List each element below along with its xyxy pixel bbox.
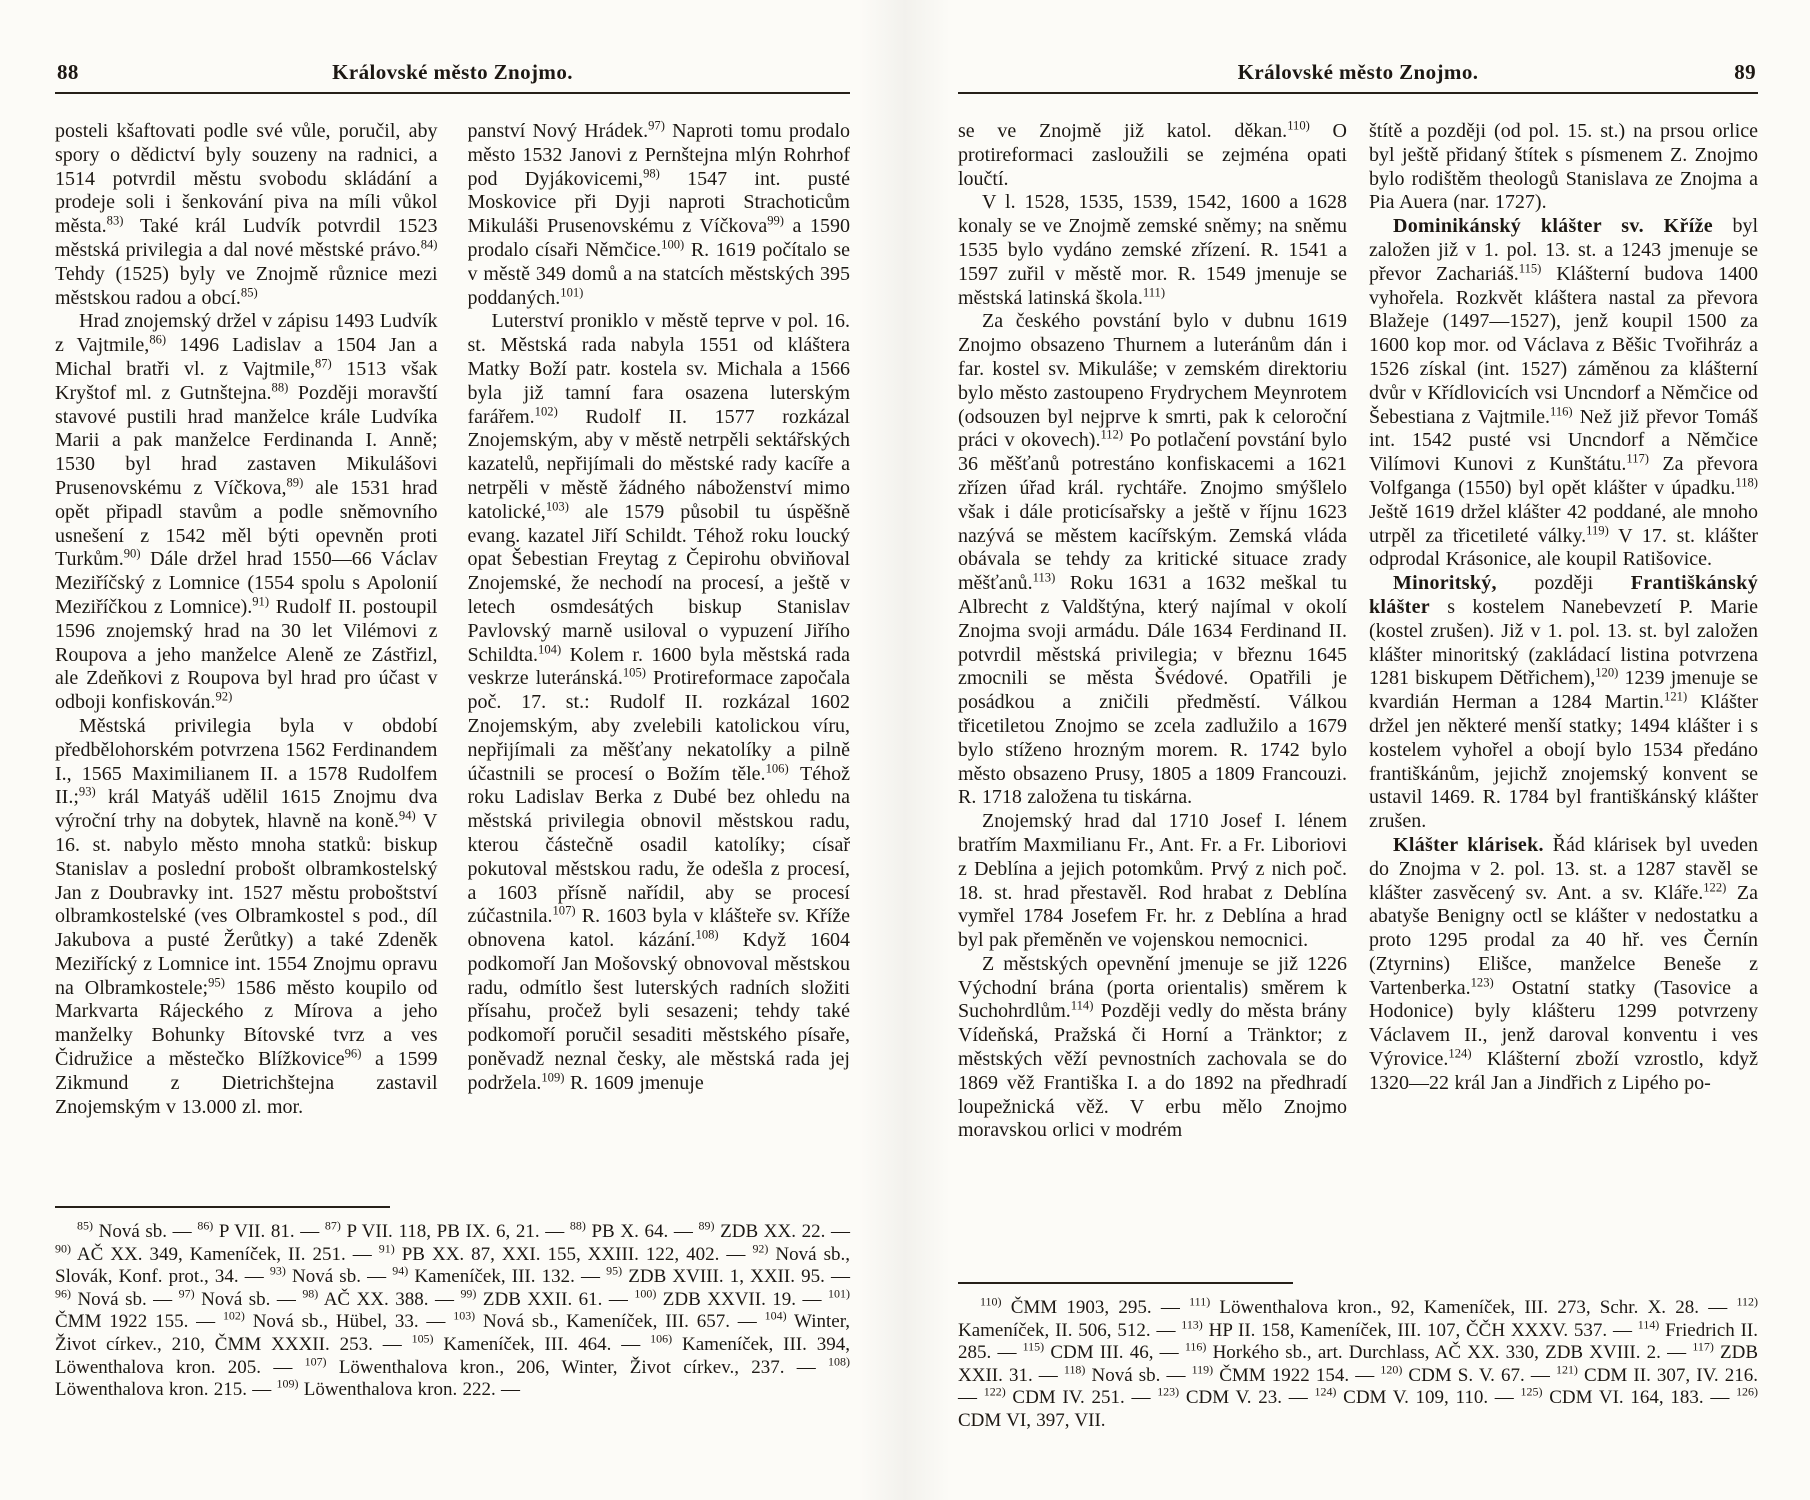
- text-run: s kostelem Nanebevzetí P. Marie (kostel zrušen). Již v 1. pol. 13. st. byl založen klášter minoritský (zakládací listina potvrzena 1281 biskupem Dětřichem),: [1369, 595, 1758, 690]
- text-run: Löwenthalova kron., 92, Kameníček, III. 273, Schr. X. 28. —: [1210, 1297, 1737, 1318]
- footnote-ref: 99): [767, 213, 784, 228]
- text-run: Kameníček, III. 464. —: [433, 1333, 651, 1355]
- footnote-ref: 112): [1100, 427, 1124, 442]
- footnote-ref: 94): [392, 1263, 409, 1278]
- footnote-ref: 97): [648, 120, 665, 133]
- footnote-ref: 94): [398, 808, 416, 823]
- text-run: CDM V. 23. —: [1179, 1387, 1315, 1409]
- text-run: Kolem r. 1600 byla městská rada veskrze luteránská.: [467, 643, 850, 690]
- footnote-ref: 126): [1736, 1385, 1759, 1400]
- footnote-ref: 93): [269, 1263, 286, 1278]
- text-run: Později vedly do města brány Vídeňská, Pražská či Horní a Tränktor; z městských věží pevnostních zachovala se do 1869 věž Františka I. a do 1892 na předhradí loupežnická věž. V erbu mělo Znojmo moravskou orlici v modrém: [958, 1000, 1347, 1142]
- text-run: R. 1609 jmenuje: [564, 1071, 704, 1094]
- text-run: Nová sb. —: [92, 1221, 198, 1242]
- text-run: se ve Znojmě již katol. děkan.: [958, 120, 1288, 142]
- text-run: V 16. st. nabylo město mnoha statků: biskup Stanislav a poslední probošt olbramkostelský Jan z Doubravky int. 1527 městu proboštství olbramkostelské (ves Olbramkostel s pod., díl Jakubova a pusté Žerůtky) a také Zdeněk Meziřícký z Lomnice int. 1554 Znojmu opravu na Olbramkostele;: [55, 810, 438, 999]
- footnote-ref: 95): [208, 975, 225, 990]
- text-run: ale 1579 působil tu úspěšně evang. kazatel Jiří Schildt. Téhož roku loucký opat Šebestian Freytag z Čepirohu obviňoval Znojemské, že nechodí na procesí, a ještě v letech osmdesátých biskup Stanislav Pavlovský marně usiloval o vypuzení Jiřího Schildta.: [467, 500, 850, 666]
- text-run: král Matyáš udělil 1615 Znojmu dva výroční trhy na dobytek, hlavně na koně.: [55, 786, 438, 833]
- text-run: PB X. 64. —: [585, 1221, 699, 1242]
- text-column-4: [1369, 120, 1758, 1262]
- footnote-ref: 124): [1448, 1046, 1472, 1061]
- footnote-ref: 114): [1070, 998, 1094, 1013]
- footnote-ref: 116): [1184, 1339, 1207, 1354]
- text-run: Ještě 1619 držel klášter 42 poddané, ale mnoho utrpěl za třicetileté války.: [1369, 500, 1758, 547]
- footnote-ref: 121): [1664, 689, 1688, 704]
- text-run: Winter, Život církev., 210, ČMM XXXII. 253. —: [55, 1311, 851, 1355]
- footnote-ref: 115): [1518, 261, 1542, 276]
- text-run: V 17. st. klášter odprodal Krásonice, ale koupil Ratišovice.: [1369, 524, 1758, 571]
- footnote-ref: 97): [178, 1286, 195, 1301]
- footnote-ref: 119): [1191, 1362, 1214, 1377]
- footnote-ref: 124): [1314, 1385, 1337, 1400]
- paragraph: [55, 310, 438, 715]
- text-run: Luterství proniklo v městě teprve v pol. 16. st. Městská rada nabyla 1551 od kláštera Matky Boží patr. kostela sv. Michala a 1566 byla již tamní fara osazena luterským farářem.: [467, 310, 850, 428]
- page-header-right: [958, 60, 1758, 94]
- footnote-ref: 114): [1637, 1317, 1660, 1332]
- text-run: CDM III. 46, —: [1044, 1342, 1185, 1364]
- text-run: Hrad znojemský držel v zápisu 1493 Ludvík z Vajtmile,: [55, 310, 438, 357]
- text-run: Za abatyše Benigny octl se klášter v nedostatku a proto 1295 prodal za 40 hř. ves Černín (Ztyrnins) Elišce, manželce Beneše z Vartenberka.: [1369, 881, 1758, 999]
- footnote-ref: 118): [1735, 475, 1758, 490]
- footnote-ref: 90): [123, 546, 141, 561]
- text-run: Městská privilegia byla v období předbělohorském potvrzena 1562 Ferdinandem I., 1565 Maximilianem II. a 1578 Rudolfem II.;: [55, 714, 438, 809]
- footnote-ref: 102): [534, 403, 558, 418]
- footnote-ref: 92): [752, 1241, 769, 1256]
- text-run: 1496 Ladislav a 1504 Jan a Michal bratři vl. z Vajtmile,: [55, 334, 438, 380]
- paragraph: [958, 120, 1347, 191]
- text-run: Dále držel hrad 1550—66 Václav Meziříčský z Lomnice (1554 spolu s Apolonií Meziříčkou z Lomnice).: [55, 548, 438, 618]
- footnote-ref: 91): [378, 1241, 395, 1256]
- page-left: [55, 60, 851, 1401]
- footnote-ref: 117): [1692, 1339, 1714, 1354]
- footnote-ref: 109): [276, 1376, 299, 1391]
- footnote-ref: 109): [541, 1070, 565, 1085]
- text-run: CDM V. 109, 110. —: [1336, 1387, 1521, 1409]
- footnote-ref: 101): [560, 284, 584, 299]
- bold-lead: Klášter klárisek.: [1393, 833, 1544, 856]
- page-right: [958, 60, 1759, 1431]
- footnote-ref: 115): [1022, 1339, 1045, 1354]
- text-run: později: [1496, 572, 1631, 595]
- footnote-ref: 106): [650, 1331, 673, 1346]
- text-run: Löwenthalova kron. 222. —: [298, 1379, 520, 1401]
- footnote-ref: 110): [1287, 120, 1310, 133]
- page-gutter: [860, 0, 950, 1500]
- footnote-ref: 100): [661, 237, 685, 252]
- text-run: Po potlačení povstání bylo 36 měšťanů potrestáno konfiskacemi a 1621 zřízen úřad král. rychtáře. Znojmo smýšlelo však i dále proticísařsky a ještě v říjnu 1623 nazývá se městem kacířským. Zemská vláda obávala se tehdy za kritické situace zrady měšťanů.: [958, 429, 1347, 595]
- paragraph: [468, 310, 851, 1095]
- text-run: Nová sb., Slovák, Konf. prot., 34. —: [55, 1243, 850, 1288]
- text-run: Později moravští stavové pustili hrad manželce krále Ludvíka Marii a pak manželce Ferdinanda I. Anně; 1530 byl hrad zastaven Mikulášovi Prusenovskému z Víčkova,: [55, 381, 438, 499]
- footnote-ref: 106): [765, 760, 789, 775]
- text-run: Z městských opevnění jmenuje se již 1226 Východní brána (porta orientalis) směrem k Suchohrdlům.: [958, 952, 1347, 1023]
- footnote-ref: 107): [552, 903, 576, 918]
- footnotes-right: [958, 1282, 1758, 1433]
- text-run: Když 1604 podkomoří Jan Mošovský obnovoval městskou radu, odmítlo šest luterských radních složiti přísahu, pročež byli sesazeni; tehdy také podkomoří poručil sesaditi městského písaře, poněvadž neznal česky, ale městská rada jej podržela.: [467, 929, 850, 1094]
- footnotes-left: [55, 1206, 850, 1402]
- text-run: ČMM 1922 154. —: [1213, 1364, 1381, 1386]
- text-column-1: [55, 120, 438, 1182]
- running-title-right: Královské město Znojmo.: [1237, 60, 1479, 84]
- text-run: R. 1603 byla v klášteře sv. Kříže obnovena katol. kázání.: [467, 905, 850, 952]
- footnote-ref: 125): [1520, 1385, 1543, 1400]
- paragraph: [468, 120, 851, 310]
- text-run: P VII. 81. —: [213, 1221, 325, 1242]
- text-run: PB XX. 87, XXI. 155, XXIII. 122, 402. —: [394, 1243, 753, 1265]
- footnote-ref: 113): [1032, 570, 1056, 585]
- text-run: CDM VI, 397, VII.: [958, 1409, 1106, 1431]
- footnote-ref: 96): [344, 1046, 362, 1061]
- text-run: Löwenthalova kron., 206, Winter, Život církev., 237. —: [326, 1356, 829, 1378]
- footnote-ref: 90): [55, 1241, 71, 1256]
- text-run: Horkého sb., art. Durchlass, AČ XX. 330, ZDB XVIII. 2. —: [1206, 1342, 1693, 1364]
- footnote-separator-left: [55, 1206, 390, 1208]
- text-run: panství Nový Hrádek.: [467, 120, 649, 142]
- footnote-ref: 85): [77, 1218, 93, 1233]
- footnote-ref: 107): [304, 1354, 327, 1369]
- footnote-ref: 100): [634, 1286, 657, 1301]
- paragraph: [958, 953, 1347, 1143]
- footnote-ref: 119): [1586, 522, 1609, 537]
- text-run: a 1590 prodalo císaři Němčice.: [467, 215, 850, 261]
- footnote-ref: 101): [828, 1286, 850, 1301]
- text-run: AČ XX. 388. —: [318, 1288, 461, 1310]
- text-run: Nová sb. —: [194, 1288, 303, 1310]
- footnote-ref: 103): [545, 499, 569, 514]
- text-run: R. 1619 počítalo se v městě 349 domů a na statcích městských 395 poddaných.: [467, 238, 850, 309]
- text-run: Nová sb., Hübel, 33. —: [244, 1311, 454, 1333]
- text-run: ZDB XXII. 31. —: [958, 1342, 1759, 1386]
- text-run: P VII. 118, PB IX. 6, 21. —: [340, 1221, 570, 1242]
- footnote-ref: 88): [569, 1218, 586, 1233]
- paragraph: [958, 191, 1347, 310]
- paragraph: [1369, 120, 1758, 215]
- footnote-ref: 85): [240, 284, 258, 299]
- paragraph: [958, 810, 1347, 953]
- footnote-ref: 86): [197, 1218, 214, 1233]
- text-run: Nová sb., Kameníček, III. 657. —: [475, 1311, 765, 1333]
- paragraph: [1369, 572, 1758, 834]
- text-run: HP II. 158, Kameníček, III. 107, ČČH XXXV. 537. —: [1202, 1319, 1638, 1341]
- footnote-ref: 104): [538, 641, 562, 656]
- paragraph: [55, 715, 438, 1120]
- text-run: Rudolf II. postoupil 1596 znojemský hrad na 30 let Vilémovi z Roupova a jeho manželce Aleně ze Zástřizl, ale Zdeňkovi z Roupova byl hrad pro účast v odboji konfiskován.: [55, 595, 438, 714]
- footnote-ref: 87): [324, 1218, 341, 1233]
- footnote-ref: 93): [78, 784, 96, 799]
- text-run: štítě a později (od pol. 15. st.) na prsou orlice byl ještě přidaný štítek s písmenem Z. Znojmo bylo rodištěm theologů Stanislava ze Znojma a Pia Auera (nar. 1727).: [1369, 120, 1758, 214]
- footnote-ref: 108): [695, 927, 719, 942]
- footnote-ref: 102): [222, 1309, 245, 1324]
- text-run: Za převora Volfganga (1550) byl opět klášter v úpadku.: [1369, 453, 1758, 499]
- text-run: Klášterní budova 1400 vyhořela. Rozkvět kláštera nastal za převora Blažeje (1497—1527), jenž koupil 1500 za 1600 kop mor. od Václava z Běšic Tvořihráz a 1526 získal (int. 1527) záměnou za klášterní dvůr v Křídlovicích vsi Uncndorf a Němčice od Šebestiana z Vajtmile.: [1369, 262, 1758, 428]
- paragraph: [1369, 215, 1758, 572]
- page-number-right: 89: [1734, 60, 1756, 84]
- footnote-ref: 95): [606, 1263, 623, 1278]
- footnote-ref: 110): [980, 1294, 1002, 1309]
- bold-lead: Františkánský klášter: [1369, 572, 1758, 618]
- text-columns-right: [958, 120, 1758, 1262]
- footnote-ref: 104): [764, 1309, 787, 1324]
- footnote-ref: 108): [828, 1354, 850, 1369]
- footnote-ref: 84): [420, 237, 438, 252]
- footnote-ref: 120): [1595, 665, 1619, 680]
- footnote-text-right: [958, 1294, 1759, 1433]
- footnote-text-left: [55, 1218, 851, 1402]
- text-run: 1239 jmenuje se kvardián Herman a 1284 Martin.: [1369, 667, 1758, 714]
- text-column-3: [958, 120, 1347, 1262]
- footnote-ref: 105): [622, 665, 646, 680]
- text-run: Roku 1631 a 1632 meškal tu Albrecht z Valdštýna, který najímal v okolí Znojma svoji armádu. Dále 1634 Ferdinand II. potvrdil městská privilegia; v březnu 1645 zmocnili se města Švédové. Opatřili je posádkou a zničili předměstí. Válkou třicetiletou Znojmo se zcela zadlužilo a 1679 bylo stíženo hrozným morem. R. 1742 bylo město obsazeno Prusy, 1805 a 1809 Francouzi. R. 1718 založena tu tiskárna.: [958, 572, 1347, 809]
- text-run: Klášter držel jen některé menší statky; 1494 klášter i s kostelem vyhořel a obojí bylo 1534 předáno františkánům, jejichž znojemský konvent se ustavil 1469. R. 1784 byl františkánský klášter zrušen.: [1369, 691, 1758, 833]
- text-run: Nová sb. —: [70, 1288, 179, 1310]
- footnote-ref: 122): [1703, 879, 1727, 894]
- footnote-ref: 123): [1470, 975, 1494, 990]
- text-run: Také král Ludvík potvrdil 1523 městská privilegia a dal nové městské právo.: [55, 215, 438, 261]
- text-run: ZDB XXVII. 19. —: [656, 1288, 829, 1310]
- text-run: 1547 int. pusté Moskovice při Dyji naproti Strachoticům Mikuláši Prusenovskému z Víčkova: [467, 167, 850, 238]
- footnote-ref: 121): [1555, 1362, 1578, 1377]
- text-run: Téhož roku Ladislav Berka z Dubé bez ohledu na městská privilegia obnovil městskou radu, kterou částečně osadil katolíky; císař pokutoval městskou radu, že odešla z procesí, a 1603 přísně nařídil, aby se procesí zúčastnila.: [467, 762, 850, 928]
- bold-lead: Minoritský,: [1393, 572, 1497, 595]
- page-number-left: 88: [57, 60, 79, 84]
- text-run: ZDB XX. 22. —: [714, 1221, 850, 1242]
- text-run: Nová sb. —: [1085, 1364, 1192, 1386]
- footnote-ref: 92): [215, 689, 233, 704]
- text-run: 1513 však Kryštof ml. z Gutnštejna.: [55, 357, 438, 404]
- text-run: ČMM 1922 155. —: [55, 1311, 223, 1333]
- text-run: 1586 město koupilo od Markvarta Rájeckého z Mírova a jeho manželky Bohunky Bítovské tvrz a ves Čidružice a městečko Blížkovice: [55, 976, 438, 1071]
- footnote-ref: 113): [1181, 1317, 1203, 1332]
- footnote-ref: 96): [55, 1286, 71, 1301]
- text-run: Ostatní statky (Tasovice a Hodonice) byly klášteru 1299 potvrzeny Václavem II., jenž daroval konventu i ves Výrovice.: [1369, 976, 1758, 1071]
- text-run: ČMM 1903, 295. —: [1001, 1297, 1190, 1318]
- text-run: a 1599 Zikmund z Dietrichštejna zastavil Znojemským v 13.000 zl. mor.: [55, 1048, 438, 1118]
- paragraph: [1369, 834, 1758, 1096]
- bold-lead: Dominikánský klášter sv. Kříže: [1393, 215, 1713, 238]
- footnote-ref: 88): [271, 380, 289, 395]
- footnote-ref: 123): [1157, 1385, 1180, 1400]
- footnote-ref: 112): [1736, 1294, 1758, 1309]
- footnote-ref: 118): [1063, 1362, 1086, 1377]
- text-run: V l. 1528, 1535, 1539, 1542, 1600 a 1628 konaly se ve Znojmě zemské sněmy; na sněmu 1535 bylo vydáno zemské zřízení. R. 1541 a 1597 zuřil v městě mor. R. 1549 jmenuje se městská latinská škola.: [958, 191, 1347, 309]
- text-columns-left: [55, 120, 850, 1182]
- text-run: CDM S. V. 67. —: [1402, 1364, 1556, 1386]
- footnote-ref: 111): [1142, 284, 1166, 299]
- footnote-ref: 89): [286, 475, 304, 490]
- footnote-ref: 111): [1189, 1294, 1211, 1309]
- text-run: Friedrich II. 285. —: [958, 1319, 1758, 1364]
- footnote-ref: 98): [643, 165, 660, 180]
- text-run: Naproti tomu prodalo město 1532 Janovi z Pernštejna mlýn Rohrhof pod Dyjákovicemi,: [467, 120, 850, 190]
- text-run: Kameníček, III. 394, Löwenthalova kron. 205. —: [55, 1333, 850, 1378]
- text-run: O protireformaci zasloužili se zejména opati loučtí.: [958, 120, 1347, 190]
- text-run: ZDB XVIII. 1, XXII. 95. —: [622, 1266, 850, 1288]
- text-run: Protireformace započala poč. 17. st.: Rudolf II. rozkázal 1602 Znojemským, aby zvelebili katolickou víru, nepřijímali za měšťany nekatolíky a pilně účastnili se procesí o Božím těle.: [467, 667, 850, 785]
- footnote-ref: 120): [1380, 1362, 1403, 1377]
- text-run: ale 1531 hrad opět připadl stavům a podle sněmovního usnešení z 1542 měl býti opevněn proti Turkům.: [55, 476, 438, 571]
- text-run: ZDB XXII. 61. —: [476, 1288, 635, 1310]
- footnote-ref: 86): [149, 332, 167, 347]
- footnote-ref: 103): [453, 1309, 476, 1324]
- text-run: Znojemský hrad dal 1710 Josef I. lénem bratřím Maxmilianu Fr., Ant. Fr. a Fr. Liboriovi z Deblína a jejich potomkům. Prvý z nich poč. 18. st. hrad přestavěl. Rod hrabat z Deblína vymřel 1784 Josefem Fr. hr. z Deblína a hrad byl pak přeměněn ve vojenskou nemocnici.: [958, 810, 1347, 952]
- text-run: Kameníček, II. 506, 512. —: [958, 1319, 1182, 1341]
- text-run: AČ XX. 349, Kameníček, II. 251. —: [70, 1243, 379, 1265]
- footnote-ref: 117): [1626, 451, 1649, 466]
- footnote-separator-right: [958, 1282, 1293, 1284]
- text-run: Löwenthalova kron. 215. —: [55, 1379, 277, 1401]
- footnote-ref: 98): [302, 1286, 319, 1301]
- footnote-ref: 99): [460, 1286, 477, 1301]
- footnote-ref: 89): [698, 1218, 715, 1233]
- footnote-ref: 87): [314, 356, 332, 371]
- footnote-ref: 83): [106, 213, 124, 228]
- text-run: Kameníček, III. 132. —: [408, 1266, 607, 1288]
- footnote-ref: 122): [983, 1385, 1006, 1400]
- text-run: Rudolf II. 1577 rozkázal Znojemským, aby v městě netrpěli sektářských kazatelů, nepřijímali do městské rady kacíře a netrpěli v městě žádného náboženství mimo katolické,: [467, 405, 850, 523]
- text-run: Klášterní zboží vzrostlo, když 1320—22 král Jan a Jindřich z Lipého po-: [1369, 1048, 1758, 1094]
- paragraph: [55, 120, 438, 310]
- text-run: posteli kšaftovati podle své vůle, poručil, aby spory o dědictví byly souzeny na radnici, a 1514 potvrdil městu svobodu skládání a prodeje soli i šenkování piva na míli vůkol města.: [55, 120, 438, 238]
- text-run: Než již převor Tomáš int. 1542 pusté vsi Uncndorf a Němčice Vilímovi Kunovi z Kunštátu.: [1369, 405, 1758, 476]
- footnote-ref: 91): [252, 594, 270, 609]
- running-title-left: Královské město Znojmo.: [332, 60, 573, 84]
- page-header-left: [55, 60, 850, 94]
- text-column-2: [468, 120, 851, 1182]
- text-run: CDM II. 307, IV. 216. —: [958, 1364, 1758, 1409]
- text-run: Za českého povstání bylo v dubnu 1619 Znojmo obsazeno Thurnem a luteránům dán i far. kostel sv. Mikuláše; v zemském direktoriu bylo město zastoupeno Frydrychem Meynrotem (odsouzen byl nejprve k smrti, pak k celoroční práci v okovech).: [958, 310, 1347, 452]
- text-run: Tehdy (1525) byly ve Znojmě různice mezi městskou radou a obcí.: [55, 262, 438, 309]
- footnote-ref: 105): [411, 1331, 434, 1346]
- paragraph: [958, 310, 1347, 810]
- footnote-ref: 116): [1549, 403, 1573, 418]
- text-run: byl založen již v 1. pol. 13. st. a 1243 jmenuje se převor Zachariáš.: [1369, 215, 1758, 285]
- text-run: Řád klárisek byl uveden do Znojma v 2. pol. 13. st. a 1287 stavěl se klášter zasvěcený sv. Ant. a sv. Kláře.: [1369, 833, 1758, 904]
- text-run: CDM IV. 251. —: [1005, 1387, 1158, 1409]
- text-run: CDM VI. 164, 183. —: [1542, 1387, 1737, 1409]
- text-run: Nová sb. —: [285, 1266, 393, 1288]
